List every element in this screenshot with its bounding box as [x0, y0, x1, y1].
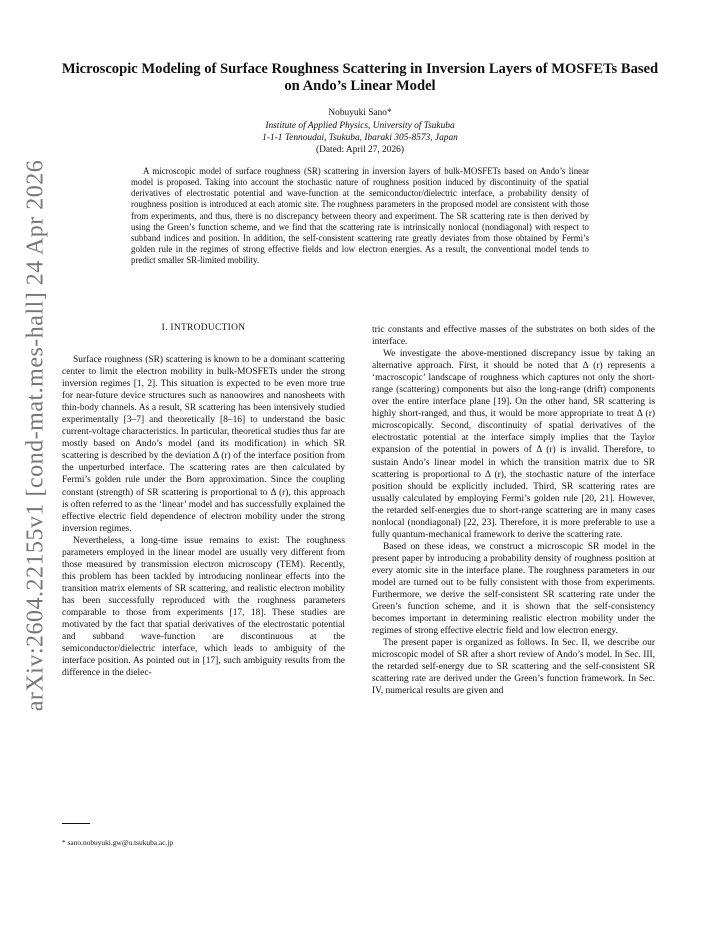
footnote-email: * sano.nobuyuki.gw@u.tsukuba.ac.jp — [62, 838, 174, 847]
arxiv-identifier-margin — [14, 159, 58, 711]
address: 1-1-1 Tennoudai, Tsukuba, Ibaraki 305-8573, Japan — [262, 133, 458, 143]
date-line: (Dated: April 27, 2026) — [315, 145, 404, 155]
author-name: Nobuyuki Sano* — [328, 108, 392, 118]
paragraph: The present paper is organized as follows. In Sec. II, we describe our microscopic model of SR after a short review of Ando’s model. In Sec. III, the retarded self-energy due to SR scattering and the self-consistent SR scattering rate are derived under the Green’s function framework. In Sec. IV, numerical results are given and — [372, 638, 655, 697]
paper-title: Microscopic Modeling of Surface Roughness Scattering in Inversion Layers of MOSFETs Based on Ando’s Linear Model — [61, 61, 659, 94]
paragraph: Based on these ideas, we construct a microscopic SR model in the present paper by introducing a probability density of roughness position at every atomic site in the interface plane. The roughness parameters in our model are turned out to be fully consistent with those from experiments. Furthermore, we derive the self-consistent SR scattering rate under the Green’s function scheme, and it is shown that the self-consistency becomes important in determining realistic electron mobility under the regimes of strong effective electric field and low electron energy. — [372, 541, 655, 637]
left-column — [62, 322, 345, 679]
paragraph: Nevertheless, a long-time issue remains to exist: The roughness parameters employed in the linear model are usually very different from those measured by transmission electron microscopy (TEM). Recently, this problem has been tackled by introducing nonlinear effects into the transition matrix elements of SR scattering, and realistic electron mobility has been successfully reproduced with the roughness parameters comparable to those from experiments [17, 18]. These studies are motivated by the fact that spatial derivatives of the electrostatic potential and subband wave-function are discontinuous at the semiconductor/dielectric interface, which leads to ambiguity of the interface position. As pointed out in [17], such ambiguity results from the difference in the dielec- — [62, 535, 345, 679]
right-column — [372, 324, 655, 697]
paragraph: Surface roughness (SR) scattering is known to be a dominant scattering center to limit the electron mobility in bulk-MOSFETs under the strong inversion regimes [1, 2]. This situation is expected to be even more true for near-future device structures such as nanoowires and nanosheets with thin-body channels. As a result, SR scattering has been intensively studied experimentally [3–7] and theoretically [8–16] to understand the basic current-voltage characteristics. In particular, theoretical studies thus far are mostly based on Ando’s model (and its modification) in which SR scattering is described by the deviation Δ (r) of the interface position from the unperturbed interface. The scattering rates are then calculated by Fermi’s golden rule under the Born approximation. Since the coupling constant (strength) of SR scattering is proportional to Δ (r), this approach is often referred to as the ‘linear’ model and has successfully explained the effective electric field dependence of electron mobility under the strong inversion regimes. — [62, 355, 345, 534]
paragraph: We investigate the above-mentioned discrepancy issue by taking an alternative approach. First, it should be noted that Δ (r) represents a ‘macroscopic’ landscape of roughness which captures not only the short-range (scattering) components but also the long-range (drift) components over the entire interface plane [19]. On the other hand, SR scattering is highly short-ranged, and thus, it would be more appropriate to treat Δ (r) microscopically. Second, discontinuity of spatial derivatives of the electrostatic potential at the interface simply implies that the Taylor expansion of the potential in powers of Δ (r) is invalid. Therefore, to sustain Ando’s linear model in which the transition matrix due to SR scattering is proportional to Δ (r), the stochastic nature of the interface position should be explicitly included. Third, SR scattering rates are usually calculated by employing Fermi’s golden rule [20, 21]. However, the retarded self-energies due to short-range scattering are in many cases nonlocal (nondiagonal) [22, 23]. Therefore, it is more preferable to use a fully quantum-mechanical framework to derive the scattering rate. — [372, 349, 655, 540]
paragraph: tric constants and effective masses of the substrates on both sides of the interface. — [372, 325, 655, 348]
section-heading-introduction: I. INTRODUCTION — [161, 323, 246, 333]
affiliation: Institute of Applied Physics, University of Tsukuba — [265, 121, 455, 131]
abstract: A microscopic model of surface roughness (SR) scattering in inversion layers of bulk-MOSFETs based on Ando’s linear model is proposed. Taking into account the stochastic nature of roughness position induced by discontinuity of the spatial derivatives of electrostatic potential and wave-function at the semiconductor/dielectric interface, a probability density of roughness position is introduced at each atomic site. The roughness parameters in the proposed model are consistent with those from experiments, and thus, there is no discrepancy between theory and experiment. The SR scattering rate is then derived by using the Green’s function scheme, and we find that the scattering rate is intrinsically nonlocal (nondiagonal) with respect to subband indices and position. In addition, the self-consistent scattering rate greatly deviates from those obtained by Fermi’s golden rule in the regimes of strong effective fields and low electron energies. As a result, the conventional model tends to predict smaller SR-limited mobility. — [131, 166, 589, 266]
footnote-divider — [62, 823, 90, 824]
arxiv-identifier: arXiv:2604.22155v1 [cond-mat.mes-hall] 24 Apr 2026 — [22, 159, 49, 711]
